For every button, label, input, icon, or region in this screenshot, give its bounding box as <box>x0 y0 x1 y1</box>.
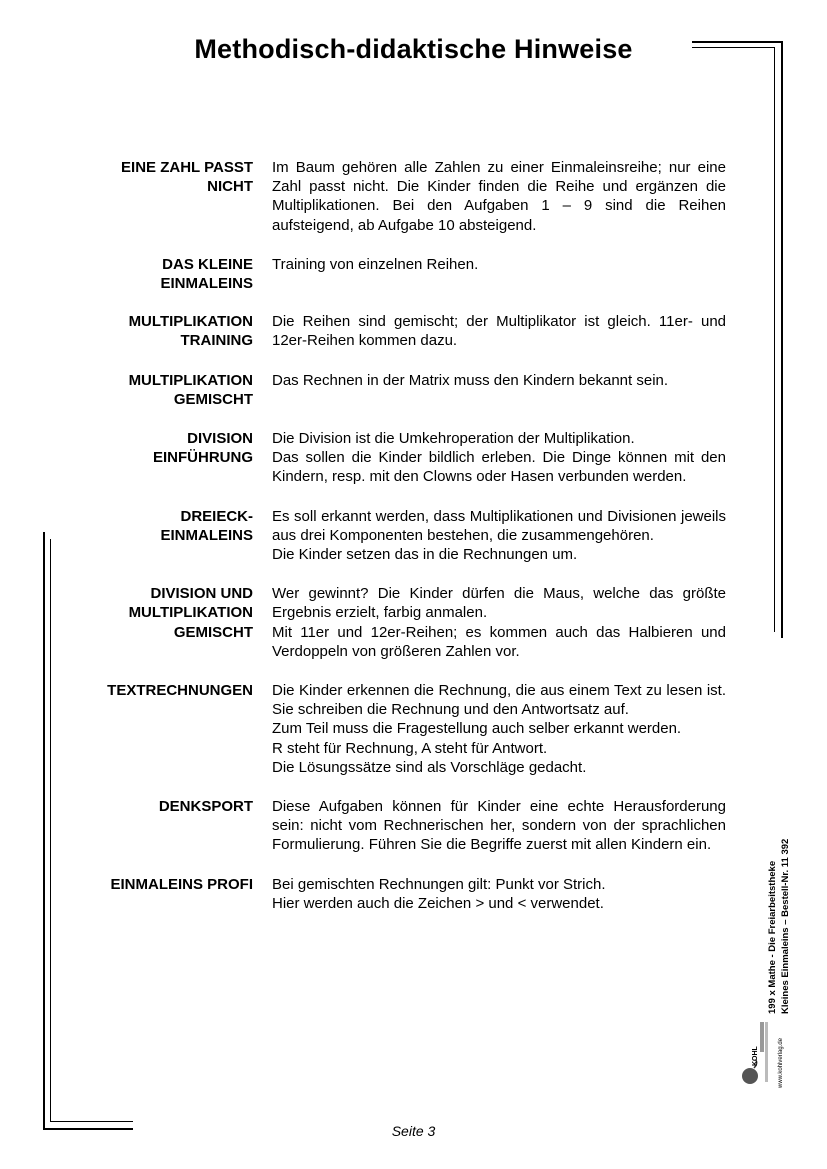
hint-paragraph: Das sollen die Kinder bildlich erleben. Die Dinge können mit den Kindern, resp. mit den Clowns oder Hasen verbunden werden. <box>272 449 726 486</box>
hint-label-line: EINE ZAHL PASST <box>121 159 253 176</box>
imprint-line-1: 199 x Mathe - Die Freiarbeitstheke <box>767 860 778 1014</box>
hint-label-line: DAS KLEINE <box>162 255 253 273</box>
imprint-line-2: Kleines Einmaleins – Bestell-Nr. 11 392 <box>780 838 791 1014</box>
hint-description <box>272 681 726 777</box>
hint-paragraph: Training von einzelnen Reihen. <box>272 255 479 273</box>
hint-entry <box>60 584 726 661</box>
hint-paragraph: Hier werden auch die Zeichen > und < verwendet. <box>272 894 604 912</box>
hint-label <box>60 255 253 293</box>
hint-paragraph: R steht für Rechnung, A steht für Antwort. <box>272 739 548 757</box>
hint-description <box>272 507 726 565</box>
hint-entry <box>60 797 726 855</box>
hint-label <box>60 371 253 409</box>
hint-label-line: EINFÜHRUNG <box>153 449 253 467</box>
hint-paragraph: Mit 11er und 12er-Reihen; es kommen auch das Halbieren und Verdoppeln von größeren Zahlen vor. <box>272 623 726 660</box>
frame-top-outer <box>692 41 783 43</box>
hint-label-line: TRAINING <box>180 332 253 350</box>
hint-paragraph: Es soll erkannt werden, dass Multiplikationen und Divisionen jeweils aus drei Komponenten bestehen, die zusammengehören. <box>272 507 726 544</box>
hint-label <box>60 429 253 467</box>
hint-label-line: MULTIPLIKATION <box>128 313 253 331</box>
hint-label <box>60 681 253 700</box>
hint-paragraph: Die Lösungssätze sind als Vorschläge gedacht. <box>272 758 587 776</box>
hint-paragraph: Wer gewinnt? Die Kinder dürfen die Maus, welche das größte Ergebnis erzielt, farbig anmalen. <box>272 585 726 622</box>
hint-entry <box>60 429 726 487</box>
hint-description <box>272 255 726 274</box>
hint-label <box>60 158 253 196</box>
imprint-text <box>766 839 792 1014</box>
publisher-website: www.kohlverlag.de <box>778 1037 784 1088</box>
hint-entry <box>60 875 726 913</box>
frame-left-outer <box>43 532 45 1130</box>
hint-label-line: GEMISCHT <box>173 390 253 408</box>
hint-label-line: DIVISION <box>187 430 253 448</box>
hint-label <box>60 875 253 894</box>
hint-label-line: MULTIPLIKATION <box>128 371 253 389</box>
frame-top-inner <box>692 47 775 48</box>
hint-label <box>60 507 253 545</box>
hint-label <box>60 584 253 642</box>
hint-label <box>60 312 253 350</box>
hint-label-line: DIVISION UND <box>150 585 253 603</box>
hint-label-line: TEXTRECHNUNGEN <box>107 682 253 700</box>
hint-entry <box>60 681 726 777</box>
hint-description <box>272 371 726 390</box>
hint-entry <box>60 255 726 293</box>
hint-label <box>60 797 253 816</box>
hint-paragraph: Die Kinder erkennen die Rechnung, die aus einem Text zu lesen ist. Sie schreiben die Rechnung und den Antwortsatz auf. <box>272 682 726 719</box>
hint-description <box>272 584 726 661</box>
hint-paragraph: Diese Aufgaben können für Kinder eine echte Herausforderung sein: nicht vom Rechnerischen her, sondern von der sprachlichen Formulierung. Führen Sie die Begriffe zuerst mit allen Kindern ein. <box>272 798 726 854</box>
hint-paragraph: Das Rechnen in der Matrix muss den Kindern bekannt sein. <box>272 371 669 389</box>
hint-label-line: EINMALEINS <box>160 275 253 293</box>
hint-paragraph: Die Kinder setzen das in die Rechnungen um. <box>272 546 578 564</box>
hint-label-line: DREIECK- <box>180 507 253 525</box>
hint-paragraph: Die Division ist die Umkehroperation der Multiplikation. <box>272 430 635 448</box>
hint-description <box>272 312 726 350</box>
hint-entry <box>60 371 726 409</box>
hint-paragraph: Die Reihen sind gemischt; der Multiplikator ist gleich. 11er- und 12er-Reihen kommen dazu. <box>272 313 726 350</box>
hint-description <box>272 797 726 855</box>
hint-entry <box>60 158 726 235</box>
frame-right-outer <box>781 41 783 638</box>
hint-entry <box>60 507 726 565</box>
hint-label-line: GEMISCHT <box>173 623 253 641</box>
hint-description <box>272 158 726 235</box>
frame-left-inner <box>50 539 51 1122</box>
frame-bottom-inner <box>50 1121 133 1122</box>
hint-paragraph: Zum Teil muss die Fragestellung auch selber erkannt werden. <box>272 720 682 738</box>
hint-label-line: EINMALEINS <box>160 526 253 544</box>
hint-entry <box>60 312 726 350</box>
hint-description <box>272 875 726 913</box>
hint-label-line: NICHT <box>207 178 253 196</box>
hints-list <box>60 158 726 913</box>
frame-right-inner <box>774 47 775 632</box>
hint-label-line: DENKSPORT <box>158 798 253 816</box>
hint-description <box>272 429 726 487</box>
hint-label-line: EINMALEINS PROFI <box>110 875 253 893</box>
publisher-logo <box>740 1020 784 1088</box>
logo-word: KOHL <box>752 1046 759 1066</box>
page-number: Seite 3 <box>391 1123 436 1139</box>
hint-paragraph: Bei gemischten Rechnungen gilt: Punkt vor Strich. <box>272 875 606 893</box>
page-title: Methodisch-didaktische Hinweise <box>194 34 633 64</box>
hint-paragraph: Im Baum gehören alle Zahlen zu einer Einmaleinsreihe; nur eine Zahl passt nicht. Die Kinder finden die Reihe und ergänzen die Multiplikationen. Bei den Aufgaben 1 – 9 sind die Reihen aufsteigend, ab Aufgabe 10 absteigend. <box>272 159 726 234</box>
hint-label-line: MULTIPLIKATION <box>128 604 253 622</box>
